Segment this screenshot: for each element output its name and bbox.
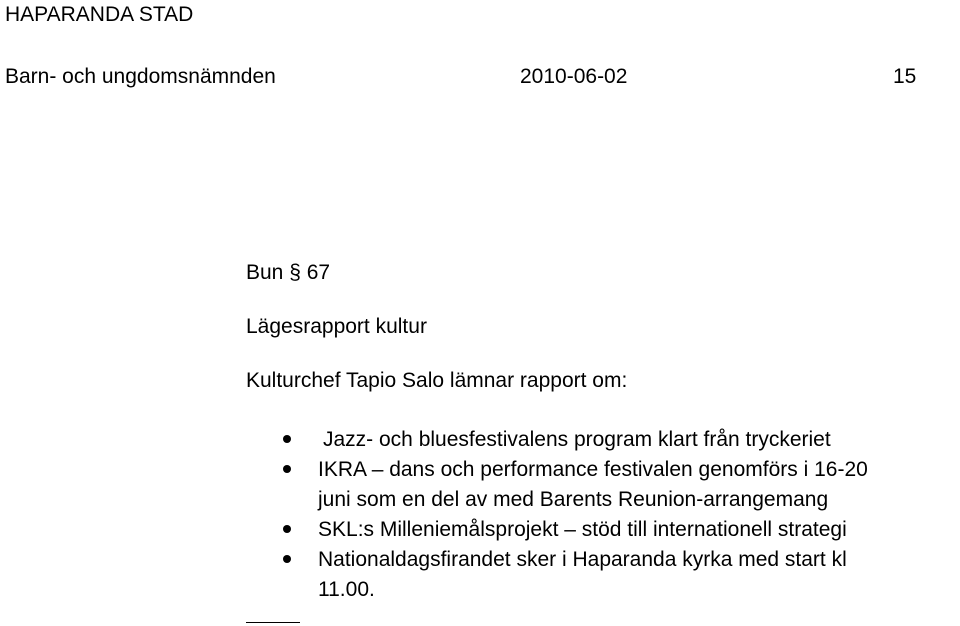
list-item-text: Nationaldagsfirandet sker i Haparanda kyrka med start kl: [318, 548, 847, 571]
list-item-text: SKL:s Milleniemålsprojekt – stöd till internationell strategi: [318, 518, 847, 541]
list-item-text: IKRA – dans och performance festivalen genomförs i 16-20: [318, 458, 868, 481]
footnote-divider: [246, 622, 300, 623]
list-item-text: Jazz- och bluesfestivalens program klart från tryckeriet: [323, 428, 831, 451]
meeting-date: 2010-06-02: [520, 65, 628, 88]
bullet-icon: [283, 435, 291, 443]
bullet-icon: [283, 555, 291, 563]
bullet-icon: [283, 525, 291, 533]
bullet-icon: [283, 465, 291, 473]
section-title: Lägesrapport kultur: [246, 315, 427, 338]
list-item-text-continued: juni som en del av med Barents Reunion-arrangemang: [318, 488, 829, 511]
section-number: Bun § 67: [246, 261, 331, 284]
committee-name: Barn- och ungdomsnämnden: [5, 65, 276, 88]
organization-name: HAPARANDA STAD: [5, 3, 194, 26]
list-item-text-continued: 11.00.: [318, 578, 375, 601]
section-intro: Kulturchef Tapio Salo lämnar rapport om:: [246, 369, 628, 392]
page-number: 15: [893, 65, 917, 88]
